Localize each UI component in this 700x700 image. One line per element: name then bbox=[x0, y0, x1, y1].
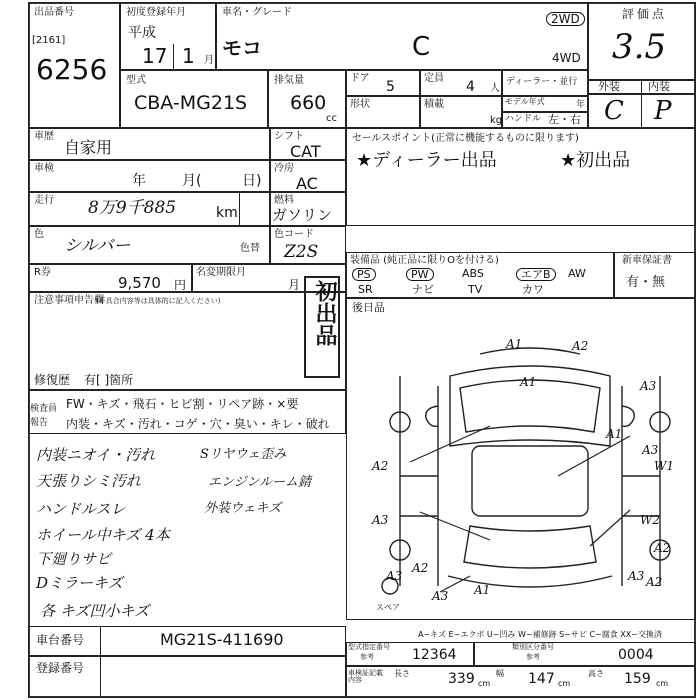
dealer-label: ディーラー・並行 bbox=[506, 77, 578, 87]
damage-mark: A3 bbox=[372, 513, 389, 527]
model-label: 型式 bbox=[126, 75, 146, 86]
spare-label: スペア bbox=[376, 603, 400, 612]
shape-label: 形状 bbox=[350, 99, 370, 110]
disp-value: 660 bbox=[290, 92, 327, 114]
shaken-label: 車検 bbox=[34, 163, 54, 174]
note-line-7: 各 キズ凹小キズ bbox=[40, 602, 150, 620]
damage-mark: W1 bbox=[654, 459, 674, 473]
equipment-label: 装備品 (純正品に限りΟを付ける) bbox=[350, 255, 499, 266]
note-line-2b: エンジンルーム錆 bbox=[208, 475, 312, 490]
valid-label: 車検証記載内容 bbox=[348, 669, 383, 684]
equipment-item-row2-3: カワ bbox=[522, 283, 544, 296]
handle-value: 左・右 bbox=[548, 113, 581, 126]
length-unit: cm bbox=[478, 679, 491, 688]
equipment-item-0: PS bbox=[352, 268, 376, 281]
length-label: 長さ bbox=[394, 669, 410, 678]
equipment-item-row2-2: TV bbox=[468, 283, 483, 296]
damage-mark: A2 bbox=[646, 575, 663, 589]
shaken-year: 年 bbox=[132, 173, 146, 189]
color-value: シルバー bbox=[64, 236, 131, 256]
first-listing-stamp-text: 初出品 bbox=[312, 280, 337, 346]
color-label: 色 bbox=[34, 229, 44, 240]
r-value: 9,570 bbox=[118, 274, 161, 292]
first-reg-divider bbox=[173, 44, 174, 70]
drive-4wd: 4WD bbox=[552, 51, 581, 65]
equipment-item-3: エアB bbox=[516, 268, 556, 281]
inspector-label: 検査員報告 bbox=[30, 404, 58, 429]
mileage-label: 走行 bbox=[34, 195, 54, 206]
damage-mark: A1 bbox=[606, 427, 623, 441]
load-label: 積載 bbox=[424, 99, 444, 110]
damage-mark: A3 bbox=[640, 379, 657, 393]
type-no-label: 型式指定番号 bbox=[348, 643, 390, 651]
shaken-month: 月( bbox=[182, 173, 202, 189]
r-label: R券 bbox=[34, 267, 51, 278]
damage-mark: A3 bbox=[432, 589, 449, 603]
modelyear-unit: 年 bbox=[576, 100, 586, 110]
first-reg-year: 17 bbox=[142, 44, 168, 68]
repaint-label: 色替 bbox=[240, 243, 260, 254]
fuel-value: ガソリン bbox=[272, 206, 333, 224]
selling-point-1: ★ディーラー出品 bbox=[356, 150, 497, 171]
drive-2wd: 2WD bbox=[546, 12, 585, 26]
damage-mark: A3 bbox=[642, 443, 659, 457]
car-name: モコ bbox=[222, 36, 262, 60]
warranty-value: 有・無 bbox=[626, 275, 666, 290]
mileage-value: 8万9千885 bbox=[88, 198, 177, 218]
notes-sub: (不具合内容等は具体的に記入ください) bbox=[96, 297, 221, 305]
disp-label: 排気量 bbox=[274, 75, 304, 86]
capacity-label: 定員 bbox=[424, 73, 444, 84]
selling-point-2: ★初出品 bbox=[560, 150, 631, 171]
class-value: 0004 bbox=[618, 647, 654, 663]
door-label: ドア bbox=[350, 73, 370, 84]
equipment-item-2: ABS bbox=[462, 267, 484, 280]
colorcode-label: 色コード bbox=[274, 229, 314, 240]
equipment-item-1: PW bbox=[406, 268, 434, 281]
width-unit: cm bbox=[558, 679, 571, 688]
ac-value: AC bbox=[296, 174, 318, 193]
note-line-3b: 外装ウェキズ bbox=[204, 501, 282, 516]
ext-int-divider bbox=[641, 80, 642, 128]
lot-number: 6256 bbox=[36, 53, 108, 86]
note-line-1b: Sリヤウェ歪み bbox=[200, 447, 287, 462]
height-unit: cm bbox=[656, 679, 669, 688]
damage-mark: A3 bbox=[628, 569, 645, 583]
meigi-label: 名変期限月 bbox=[196, 267, 246, 278]
inspector-int: 内装・キズ・汚れ・コゲ・穴・臭い・キレ・破れ bbox=[66, 417, 330, 431]
grade: C bbox=[412, 32, 431, 62]
repair-label: 修復歴 bbox=[34, 373, 71, 387]
note-line-6: Dミラーキズ bbox=[36, 574, 123, 592]
history-value: 自家用 bbox=[64, 138, 113, 157]
damage-mark: A2 bbox=[372, 459, 389, 473]
notes-label: 注意事項申告欄 bbox=[34, 295, 104, 306]
score-label: 評価点 bbox=[622, 7, 668, 21]
note-line-5: 下廻りサビ bbox=[36, 550, 112, 568]
model-value: CBA-MG21S bbox=[134, 92, 248, 114]
damage-legend: A~キズ E~エクボ U~凹み W~補修跡 S~サビ C~腐食 XX~交換済 bbox=[418, 630, 662, 639]
note-line-2: 天張りシミ汚れ bbox=[36, 472, 142, 490]
damage-mark: A3 bbox=[386, 569, 403, 583]
interior-label: 内装 bbox=[648, 80, 670, 93]
colorcode-value: Z2S bbox=[284, 242, 319, 262]
damage-mark: A1 bbox=[474, 583, 491, 597]
name-label: 車名・グレード bbox=[222, 7, 292, 18]
shift-label: シフト bbox=[274, 131, 304, 142]
first-reg-month-unit: 月 bbox=[204, 55, 214, 66]
ref2-label: 参考 bbox=[526, 653, 540, 661]
selling-label: セールスポイント(正常に機能するものに限ります) bbox=[352, 133, 579, 144]
r-unit: 円 bbox=[174, 278, 187, 292]
damage-mark: A2 bbox=[654, 541, 671, 555]
damage-mark: A1 bbox=[520, 375, 537, 389]
equipment-item-4: AW bbox=[568, 267, 586, 280]
fuel-label: 燃料 bbox=[274, 195, 294, 206]
handle-label: ハンドル bbox=[505, 114, 542, 124]
load-unit: kg bbox=[490, 115, 503, 126]
score-value: 3.5 bbox=[612, 27, 667, 67]
warranty-label: 新車保証書 bbox=[622, 255, 672, 266]
equipment-item-row2-0: SR bbox=[358, 283, 373, 296]
ref-label: 参考 bbox=[360, 653, 374, 661]
shaken-day: 日) bbox=[242, 173, 262, 189]
note-line-3: ハンドルスレ bbox=[36, 500, 126, 518]
width-label: 幅 bbox=[496, 669, 504, 678]
note-line-1: 内装ニオイ・汚れ bbox=[36, 446, 156, 464]
vin-label: 車台番号 bbox=[36, 633, 85, 647]
damage-mark: A1 bbox=[506, 337, 523, 351]
first-reg-month: 1 bbox=[182, 44, 195, 68]
vin-value: MG21S-411690 bbox=[160, 630, 284, 649]
equipment-item-row2-1: ナビ bbox=[412, 283, 434, 296]
damage-mark: A2 bbox=[572, 339, 589, 353]
exterior-label: 外装 bbox=[598, 80, 620, 93]
shift-value: CAT bbox=[290, 142, 321, 161]
history-label: 車歴 bbox=[34, 131, 54, 142]
class-box bbox=[474, 642, 696, 666]
repair-value: 有[ ]箇所 bbox=[84, 373, 134, 387]
disp-unit: cc bbox=[326, 113, 337, 124]
lot-label: 出品番号 bbox=[34, 7, 74, 18]
rear-label: 後日品 bbox=[352, 301, 385, 314]
interior-value: P bbox=[654, 96, 672, 126]
reg-label: 登録番号 bbox=[36, 661, 85, 675]
lot-sub: [2161] bbox=[32, 35, 66, 46]
notes-box bbox=[28, 292, 346, 390]
first-reg-era: 平成 bbox=[128, 25, 156, 41]
height-value: 159 bbox=[624, 671, 651, 687]
note-line-4: ホイール中キズ 4本 bbox=[36, 526, 170, 544]
r-box bbox=[28, 264, 192, 292]
type-no-value: 12364 bbox=[412, 647, 457, 663]
door-value: 5 bbox=[386, 79, 395, 95]
damage-mark: A2 bbox=[412, 561, 429, 575]
length-value: 339 bbox=[448, 671, 475, 687]
capacity-value: 4 bbox=[466, 79, 475, 95]
mileage-unit-divider bbox=[239, 192, 240, 226]
class-label: 類別区分番号 bbox=[512, 643, 554, 651]
ac-label: 冷房 bbox=[274, 163, 294, 174]
width-value: 147 bbox=[528, 671, 555, 687]
mileage-unit: km bbox=[216, 205, 238, 221]
exterior-value: C bbox=[604, 96, 624, 126]
height-label: 高さ bbox=[588, 669, 604, 678]
capacity-unit: 人 bbox=[490, 83, 500, 94]
modelyear-label: モデル年式 bbox=[505, 97, 545, 106]
inspector-fw: FW・キズ・飛石・ヒビ割・リペア跡・×要 bbox=[66, 397, 299, 411]
shaken-box bbox=[28, 160, 270, 192]
first-reg-label: 初度登録年月 bbox=[126, 7, 186, 18]
meigi-unit: 月 bbox=[288, 278, 301, 292]
damage-mark: W2 bbox=[640, 513, 660, 527]
